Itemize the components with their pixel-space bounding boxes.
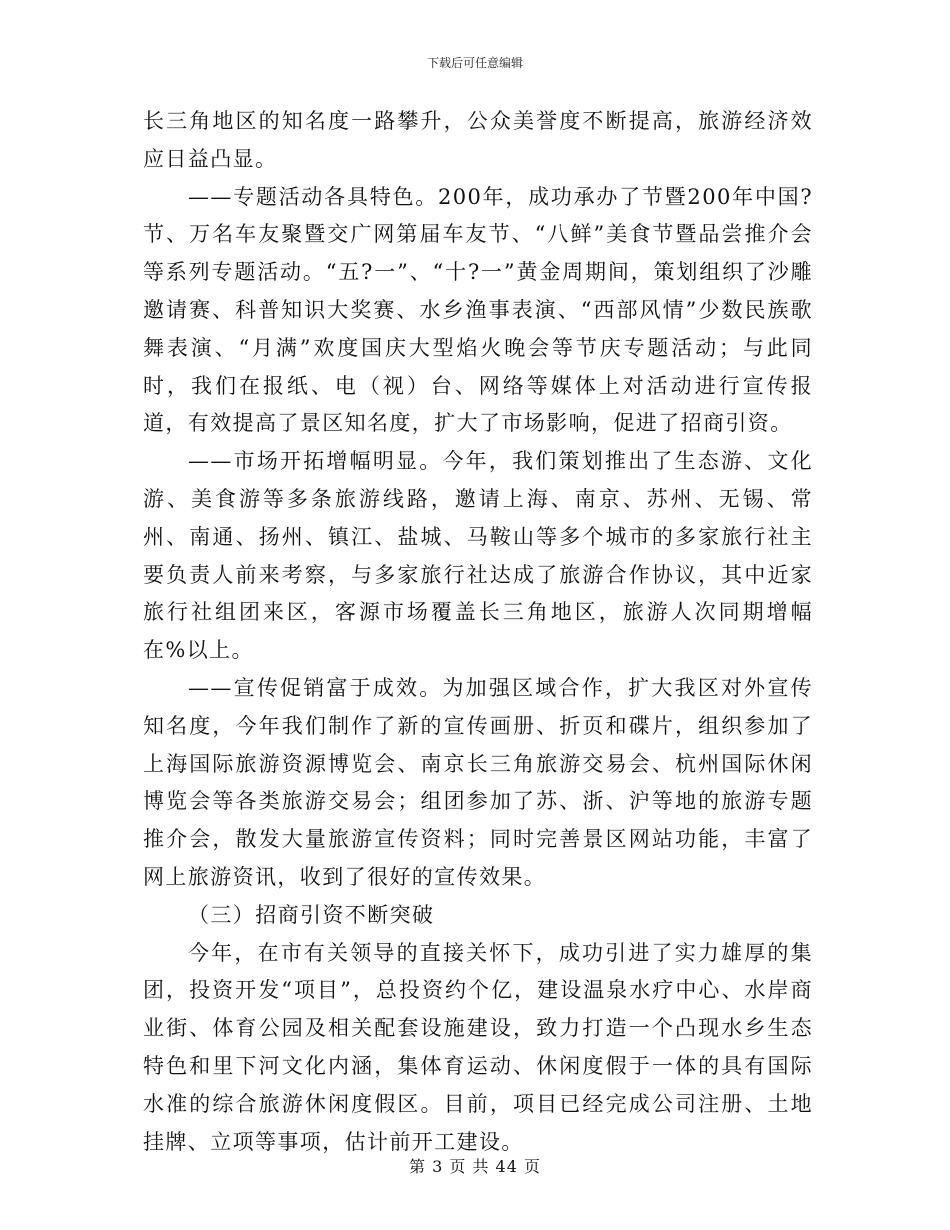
paragraph-market-expansion: ——市场开拓增幅明显。今年，我们策划推出了生态游、文化游、美食游等多条旅游线路，邀请上海、南京、苏州、无锡、常州、南通、扬州、镇江、盐城、马鞍山等多个城市的多家旅行社主要负责人前来考察，与多家旅行社达成了旅游合作协议，其中近家旅行社组团来区，客源市场覆盖长三角地区，旅游人次同期增幅在%以上。 [143,449,813,663]
page-footer: 第 3 页 共 44 页 [409,1157,541,1176]
paragraph-special-events: ——专题活动各具特色。200年，成功承办了节暨200年中国?节、万名车友聚暨交广网第届车友节、“八鲜”美食节暨品尝推介会等系列专题活动。“五?一”、“十?一”黄金周期间，策划组织了沙雕邀请赛、科普知识大奖赛、水乡渔事表演、“西部风情”少数民族歌舞表演、“月满”欢度国庆大型焰火晚会等节庆专题活动；与此同时，我们在报纸、电（视）台、网络等媒体上对活动进行宣传报道，有效提高了景区知名度，扩大了市场影响，促进了招商引资。 [143,184,813,436]
paragraph-continuation: 长三角地区的知名度一路攀升，公众美誉度不断提高，旅游经济效应日益凸显。 [143,109,813,171]
section-heading-investment: （三）招商引资不断突破 [188,902,435,927]
paragraph-promotion: ——宣传促销富于成效。为加强区域合作，扩大我区对外宣传知名度，今年我们制作了新的宣传画册、折页和碟片，组织参加了上海国际旅游资源博览会、南京长三角旅游交易会、杭州国际休闲博览会等各类旅游交易会；组团参加了苏、浙、沪等地的旅游专题推介会，散发大量旅游宣传资料；同时完善景区网站功能，丰富了网上旅游资讯，收到了很好的宣传效果。 [143,675,813,889]
page-header: 下载后可任意编辑 [426,56,523,70]
document-body [143,103,813,1161]
paragraph-investment: 今年，在市有关领导的直接关怀下，成功引进了实力雄厚的集团，投资开发“项目”，总投资约个亿，建设温泉水疗中心、水岸商业街、体育公园及相关配套设施建设，致力打造一个凸现水乡生态特色和里下河文化内涵，集体育运动、休闲度假于一体的具有国际水准的综合旅游休闲度假区。目前，项目已经完成公司注册、土地挂牌、立项等事项，估计前开工建设。 [143,940,813,1154]
